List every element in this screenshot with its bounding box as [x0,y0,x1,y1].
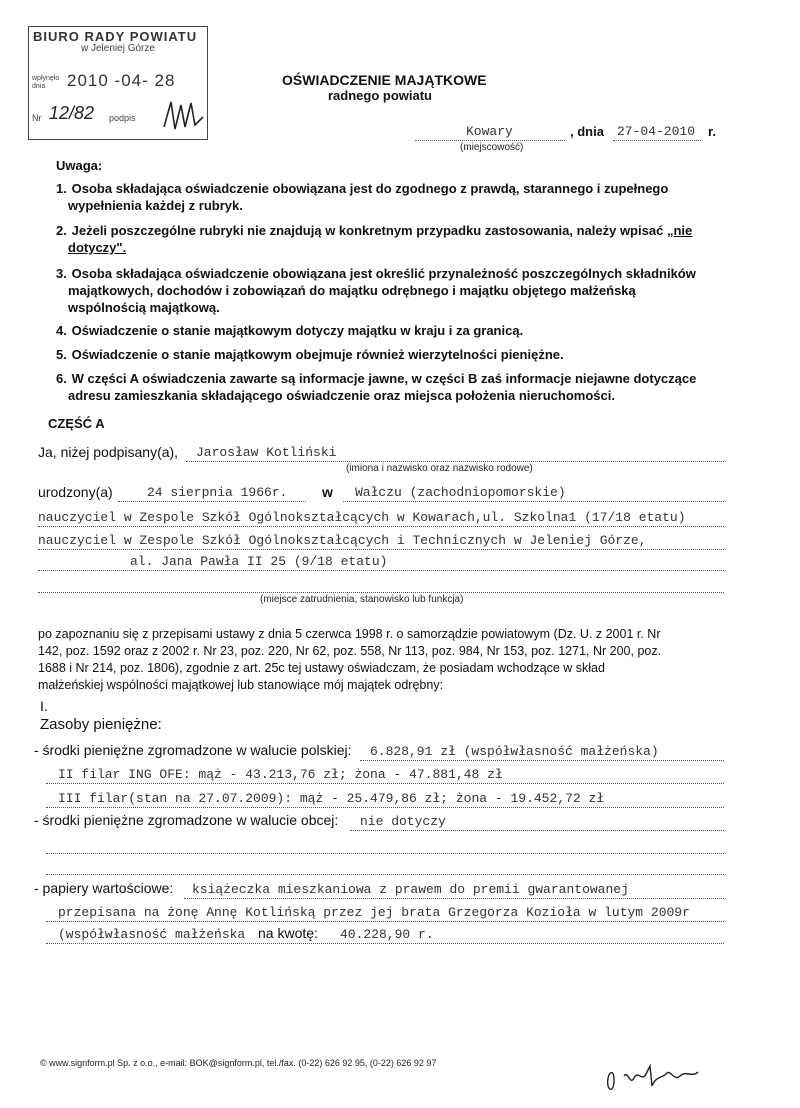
amount-label: na kwotę: [258,925,318,941]
pln-line: III filar(stan na 27.07.2009): mąż - 25.479,86 zł; żona - 19.452,72 zł [58,791,605,806]
stamp-sign-label: podpis [109,113,136,123]
stamp-signature-scribble [159,97,209,137]
employment-line: al. Jana Pawła II 25 (9/18 etatu) [130,554,388,569]
foreign-value: nie dotyczy [360,814,446,829]
born-in-label: w [322,484,333,500]
securities-line: (współwłasność małżeńska [58,927,246,942]
note-item: 3. Osoba składająca oświadczenie obowiązana jest określić przynależność poszczególnych składników majątkowych, dochodów i zobowiązań do majątku odrębnego i majątku objętego małżeńską wspólnością majątkową. [56,266,696,315]
name-caption: (imiona i nazwisko oraz nazwisko rodowe) [346,463,533,474]
born-label: urodzony(a) [38,484,113,500]
stamp-received-date: 2010 -04- 28 [67,71,176,90]
document-subtitle: radnego powiatu [328,88,432,103]
pln-label: - środki pieniężne zgromadzone w walucie polskiej: [34,742,352,758]
note-item: 6. W części A oświadczenia zawarte są informacje jawne, w części B zaś informacje niejawne dotyczące adresu zamieszkania składającego oświadczenie oraz miejsca położenia nieruchomości. [56,371,697,403]
securities-label: - papiery wartościowe: [34,880,174,896]
employment-caption: (miejsce zatrudnienia, stanowisko lub funkcja) [260,594,464,605]
stamp-line-2: w Jeleniej Górze [81,43,155,54]
pln-line: II filar ING OFE: mąż - 43.213,76 zł; żona - 47.881,48 zł [58,767,503,782]
amount-value: 40.228,90 r. [340,927,434,942]
employment-line: nauczyciel w Zespole Szkół Ogólnokształcących i Technicznych w Jeleniej Górze, [38,533,647,548]
notes-title: Uwaga: [56,158,103,173]
part-a-title: CZĘŚĆ A [48,416,105,431]
employment-line: nauczyciel w Zespole Szkół Ogólnokształcących w Kowarach,ul. Szkolna1 (17/18 etatu) [38,510,686,525]
statement-paragraph: po zapoznaniu się z przepisami ustawy z dnia 5 czerwca 1998 r. o samorządzie powiatowym (Dz. U. z 2001 r. Nr 142, poz. 1592 oraz z 2002 r. Nr 23, poz. 220, Nr 62, poz. 558, Nr 113, poz. 984, Nr 153, poz. 1271, Nr 200, poz. 1688 i Nr 214, poz. 1806), zgodnie z art. 25c tej ustawy oświadczam, że posiadam wchodzące w skład małżeńskiej wspólności majątkowej lub stanowiące mój majątek odrębny: [38,627,662,692]
registry-stamp [28,26,208,140]
name-value: Jarosław Kotliński [196,445,337,460]
stamp-received-label: wpłynęło dnia [32,75,60,90]
date-value: 27-04-2010 [617,124,696,139]
note-item: 2. Jeżeli poszczególne rubryki nie znajdują w konkretnym przypadku zastosowania, należy wpisać „nie dotyczy". [56,223,693,255]
date-suffix: r. [708,124,716,139]
handwritten-signature [600,1056,710,1098]
section-title: Zasoby pieniężne: [40,716,162,733]
foreign-label: - środki pieniężne zgromadzone w walucie obcej: [34,812,339,828]
place-value: Kowary [466,124,513,139]
section-number: I. [40,698,48,714]
stamp-nr-value: 12/82 [49,103,95,123]
note-item: 5. Oświadczenie o stanie majątkowym obejmuje również wierzytelności pieniężne. [56,347,564,362]
securities-value: książeczka mieszkaniowa z prawem do premii gwarantowanej [192,882,629,897]
footer-text: © www.signform.pl Sp. z o.o., e-mail: BOK@signform.pl, tel./fax. (0-22) 626 92 95, (0-22) 626 92 97 [40,1058,437,1068]
stamp-nr-label: Nr [32,113,42,123]
note-item: 4. Oświadczenie o stanie majątkowym dotyczy majątku w kraju i za granicą. [56,323,524,338]
born-place: Wałczu (zachodniopomorskie) [355,485,566,500]
born-date: 24 sierpnia 1966r. [147,485,288,500]
document-title: OŚWIADCZENIE MAJĄTKOWE [282,72,487,88]
note-item: 1. Osoba składająca oświadczenie obowiązana jest do zgodnego z prawdą, starannego i zupełnego wypełnienia każdej z rubryk. [56,181,669,213]
securities-line: przepisana na żonę Annę Kotlińską przez jej brata Grzegorza Kozioła w lutym 2009r [58,905,690,920]
pln-value: 6.828,91 zł (współwłasność małżeńska) [370,744,659,759]
stamp-line-1: BIURO RADY POWIATU [33,29,198,44]
name-label: Ja, niżej podpisany(a), [38,444,179,460]
place-caption: (miejscowość) [460,142,524,153]
date-label: , dnia [570,124,604,139]
